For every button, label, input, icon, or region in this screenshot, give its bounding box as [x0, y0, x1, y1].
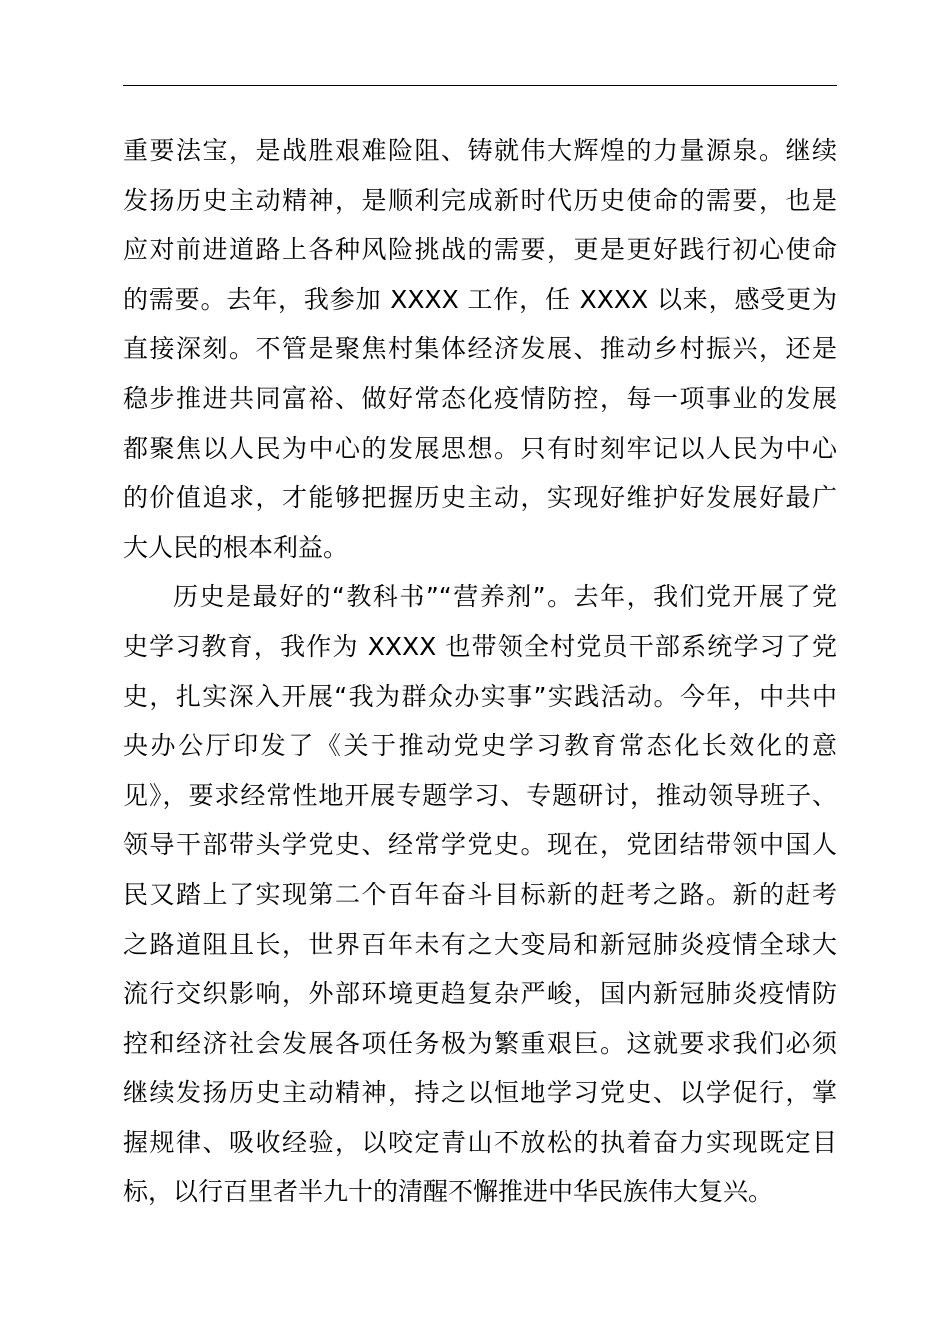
- text-line: 稳步推进共同富裕、做好常态化疫情防控，每一项事业的发展: [123, 383, 837, 413]
- text-line: 之路道阻且长，世界百年未有之大变局和新冠肺炎疫情全球大: [123, 929, 837, 959]
- header-rule: [123, 85, 837, 86]
- text-line: 的价值追求，才能够把握历史主动，实现好维护好发展好最广: [123, 483, 837, 513]
- text-line: 重要法宝，是战胜艰难险阻、铸就伟大辉煌的力量源泉。继续: [123, 136, 837, 165]
- text-line: 的需要。去年，我参加 XXXX 工作，任 XXXX 以来，感受更为: [123, 284, 837, 314]
- text-line: 握规律、吸收经验，以咬定青山不放松的执着奋力实现既定目: [123, 1127, 837, 1157]
- text-line: 继续发扬历史主动精神，持之以恒地学习党史、以学促行，掌: [123, 1078, 837, 1108]
- text-line: 大人民的根本利益。: [123, 532, 349, 562]
- text-line: 见》，要求经常性地开展专题学习、专题研讨，推动领导班子、: [123, 780, 837, 810]
- text-line: 应对前进道路上各种风险挑战的需要，更是更好践行初心使命: [123, 235, 837, 265]
- text-line: 史，扎实深入开展“我为群众办实事”实践活动。今年，中共中: [123, 681, 837, 711]
- text-line: 历史是最好的“教科书”“营养剂”。去年，我们党开展了党: [173, 582, 837, 612]
- text-line: 控和经济社会发展各项任务极为繁重艰巨。这就要求我们必须: [123, 1028, 837, 1058]
- text-line: 民又踏上了实现第二个百年奋斗目标新的赶考之路。新的赶考: [123, 879, 837, 909]
- text-line: 都聚焦以人民为中心的发展思想。只有时刻牢记以人民为中心: [123, 433, 837, 463]
- text-line: 发扬历史主动精神，是顺利完成新时代历史使命的需要，也是: [123, 185, 837, 215]
- text-line: 标，以行百里者半九十的清醒不懈推进中华民族伟大复兴。: [123, 1177, 774, 1207]
- paragraph-2: [123, 572, 837, 1217]
- paragraph-1: [123, 126, 837, 572]
- text-line: 流行交织影响，外部环境更趋复杂严峻，国内新冠肺炎疫情防: [123, 979, 837, 1009]
- text-line: 史学习教育，我作为 XXXX 也带领全村党员干部系统学习了党: [123, 631, 837, 661]
- body-text: [123, 126, 837, 1217]
- text-line: 央办公厅印发了《关于推动党史学习教育常态化长效化的意: [123, 731, 837, 761]
- text-line: 领导干部带头学党史、经常学党史。现在，党团结带领中国人: [123, 830, 837, 860]
- text-line: 直接深刻。不管是聚焦村集体经济发展、推动乡村振兴，还是: [123, 334, 837, 364]
